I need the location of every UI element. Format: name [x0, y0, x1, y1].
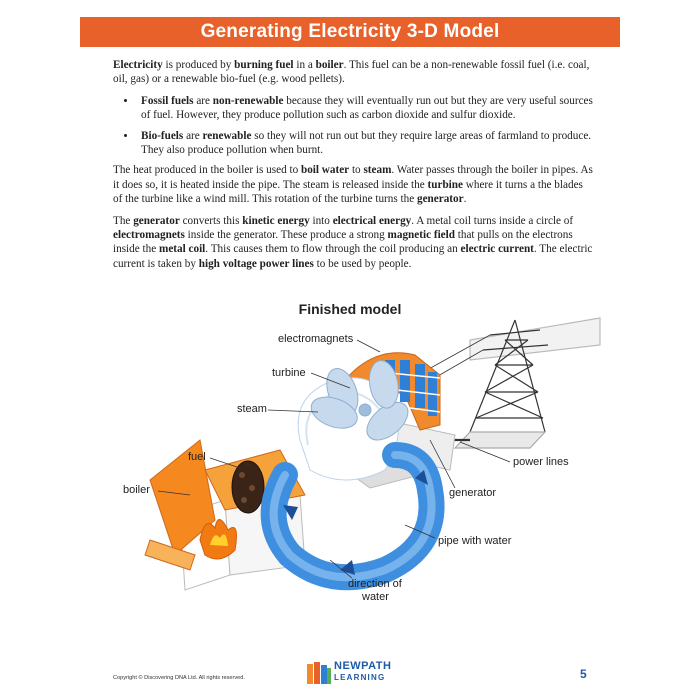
paragraph-text: . The electric current is taken by [113, 243, 593, 270]
list-text: are [183, 129, 203, 142]
paragraph-text: inside the generator. These produce a strong [184, 229, 388, 242]
paragraph-text: . This causes them to flow through the coil producing an [205, 243, 461, 256]
logo-text [334, 661, 391, 683]
page-number: 5 [580, 667, 587, 681]
term-renewable: renewable [202, 129, 252, 142]
paragraph-text: . [463, 193, 467, 206]
list-text: are [193, 94, 213, 107]
paragraph-text: to [349, 164, 364, 177]
label-direction-of-water: direction of [348, 578, 402, 590]
term-generator: generator [416, 193, 464, 206]
term-metal-coil: metal coil [159, 243, 206, 256]
list-text: so they will not run out but they require large areas of farmland to produce. They also produce pollution when burnt. [141, 129, 592, 157]
term-fossil-fuels: Fossil fuels [141, 94, 194, 107]
term-bio-fuels: Bio-fuels [141, 129, 184, 142]
label-power-lines: power lines [513, 456, 569, 468]
label-steam: steam [237, 403, 267, 415]
figure-heading: Finished model [298, 301, 402, 317]
intro-text: . This fuel can be a non-renewable fossil fuel (i.e. coal, oil, gas) or a renewable bio-fuel (e.g. wood pellets). [113, 59, 590, 86]
label-pipe-with-water: pipe with water [438, 535, 512, 547]
page-title: Generating Electricity 3-D Model [200, 21, 500, 42]
paragraph-text: to be used by people. [313, 257, 412, 270]
paragraph-text: where it turns a the blades of the turbine like a wind mill. This rotation of the turbine turns the [113, 178, 583, 206]
term-boiler: boiler [315, 59, 344, 71]
term-generator: generator [133, 214, 180, 227]
term-electrical-energy: electrical energy [332, 214, 412, 227]
term-electromagnets: electromagnets [113, 229, 185, 242]
term-electric-current: electric current [460, 243, 534, 256]
logo-top-text: NEWPATH [334, 660, 392, 672]
intro-text: is produced by [162, 59, 235, 71]
paragraph-text: . Water passes through the boiler in pipes. As it does so, it is heated inside the pipe. The steam is released inside the [113, 164, 593, 191]
term-burning-fuel: burning fuel [234, 59, 294, 71]
logo-bottom-text: LEARNING [334, 673, 386, 682]
list-text: because they will eventually run out but they are very useful sources of fuel. However, they produce pollution such as carbon dioxide and sulfur dioxide. [141, 94, 593, 122]
paragraph-text: into [309, 214, 333, 227]
paragraph-text: The heat produced in the boiler is used to [113, 164, 301, 177]
term-kinetic-energy: kinetic energy [242, 214, 310, 227]
label-turbine: turbine [272, 367, 306, 379]
label-electromagnets: electromagnets [278, 333, 354, 345]
term-non-renewable: non-renewable [212, 94, 284, 107]
label-generator: generator [449, 487, 497, 499]
book-icon [306, 660, 332, 686]
paragraph-text: The [113, 214, 134, 227]
newpath-learning-logo [306, 660, 416, 686]
term-electricity: Electricity [113, 59, 163, 71]
term-boil-water: boil water [300, 164, 350, 177]
paragraph-text: . A metal coil turns inside a circle of [411, 214, 574, 227]
label-boiler: boiler [123, 484, 150, 496]
paragraph-text: that pulls on the electrons inside the [113, 229, 573, 256]
term-power-lines: high voltage power lines [198, 257, 314, 270]
paragraph-text: converts this [179, 214, 243, 227]
term-turbine: turbine [427, 178, 463, 191]
label-direction-of-water-2: water [362, 591, 389, 603]
label-fuel: fuel [188, 451, 206, 463]
term-steam: steam [363, 164, 392, 177]
intro-text: in a [293, 59, 316, 71]
term-magnetic-field: magnetic field [387, 229, 455, 242]
copyright-text: Copyright © Discovering DNA Ltd. All rights reserved. [113, 675, 245, 681]
